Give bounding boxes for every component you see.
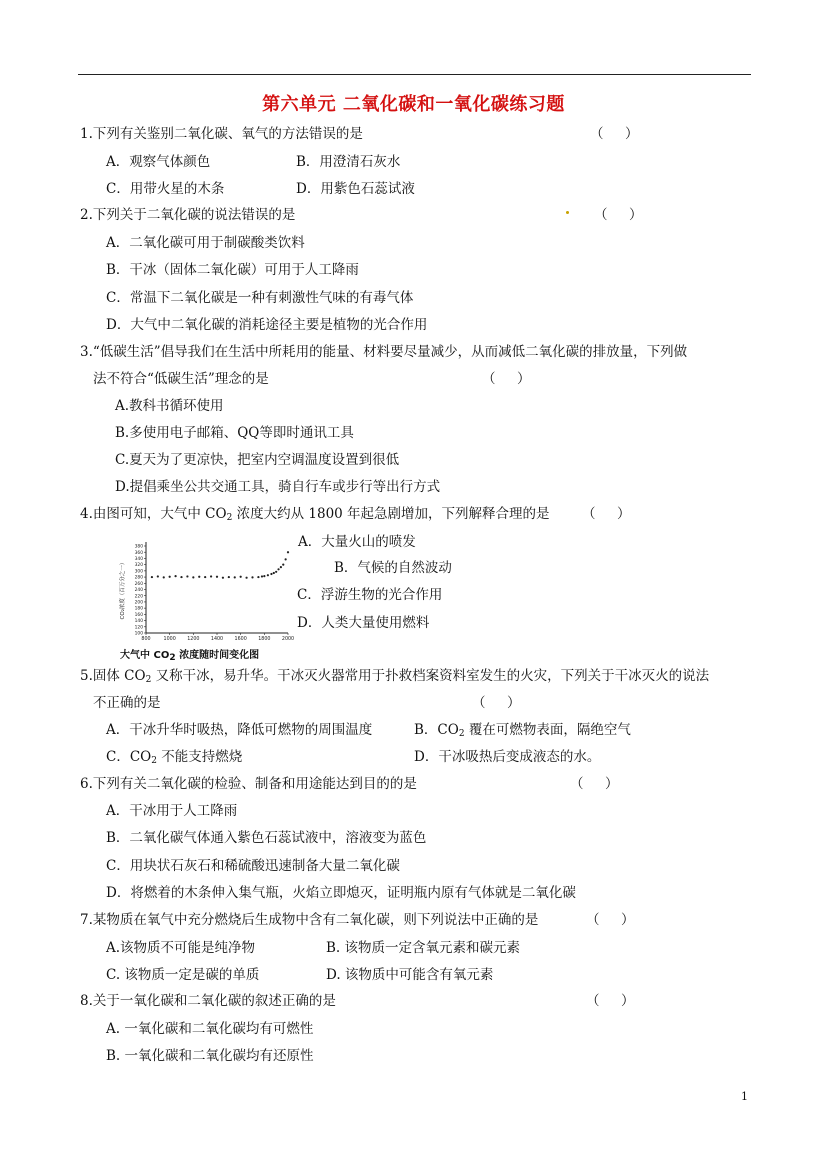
chart-data-point xyxy=(174,575,176,577)
chart-y-tick-label: 280 xyxy=(134,575,143,581)
question-3-option-c: C.夏天为了更凉快，把室内空调温度设置到很低 xyxy=(115,452,400,468)
chart-data-point xyxy=(277,568,279,570)
chart-y-tick-label: 120 xyxy=(134,625,143,631)
question-6-option-b: B．二氧化碳气体通入紫色石蕊试液中，溶液变为蓝色 xyxy=(106,830,427,846)
chart-y-tick-label: 340 xyxy=(134,557,143,563)
page-title: 第六单元 二氧化碳和一氧化碳练习题 xyxy=(262,94,565,115)
question-1-option-a: A．观察气体颜色 xyxy=(106,154,211,170)
question-4-option-a: A．大量火山的喷发 xyxy=(298,534,416,550)
chart-data-point xyxy=(267,574,269,576)
chart-data-point xyxy=(273,572,275,574)
question-2-stem: 2.下列关于二氧化碳的说法错误的是 xyxy=(80,207,296,223)
chart-data-point xyxy=(180,576,182,578)
question-5-option-a: A．干冰升华时吸热，降低可燃物的周围温度 xyxy=(106,722,373,738)
chart-y-tick-label: 160 xyxy=(134,612,143,618)
co2-concentration-chart xyxy=(116,536,294,662)
chart-data-point xyxy=(234,576,236,578)
chart-x-tick-label: 1000 xyxy=(163,637,176,642)
chart-data-point xyxy=(216,576,218,578)
chart-data-point xyxy=(275,571,277,573)
chart-data-point xyxy=(240,576,242,578)
question-8-stem: 8.关于一氧化碳和二氧化碳的叙述正确的是 xyxy=(80,993,336,1009)
chart-data-point xyxy=(210,575,212,577)
chart-data-point xyxy=(285,558,287,560)
chart-x-tick-label: 800 xyxy=(141,637,151,642)
chart-data-point xyxy=(192,576,194,578)
question-3-stem: 3.“低碳生活”倡导我们在生活中所耗用的能量、材料要尽量减少，从而减低二氧化碳的排放量，下列做 xyxy=(80,344,688,360)
page-number: 1 xyxy=(741,1090,748,1103)
chart-y-tick-label: 200 xyxy=(134,600,143,606)
chart-data-point xyxy=(245,577,247,579)
question-5-option-c: C．$CO_2$ 不能支持燃烧 xyxy=(106,749,243,766)
chart-y-tick-label: 100 xyxy=(134,631,143,637)
chart-y-tick-label: 380 xyxy=(134,544,143,550)
chart-y-tick-label: 360 xyxy=(134,550,143,556)
chart-data-point xyxy=(169,576,171,578)
chart-x-tick-label: 1800 xyxy=(258,637,271,642)
question-4-option-c: C．浮游生物的光合作用 xyxy=(297,587,443,603)
chart-x-tick-label: 1600 xyxy=(234,637,247,642)
chart-data-point xyxy=(151,576,153,578)
chart-x-tick-label: 2000 xyxy=(281,637,294,642)
question-1-option-d: D．用紫色石蕊试液 xyxy=(296,181,415,197)
question-3-stem-continued: 法不符合“低碳生活”理念的是 xyxy=(93,371,269,387)
chart-data-point xyxy=(263,575,265,577)
chart-y-tick-label: 220 xyxy=(134,594,143,600)
chart-data-point xyxy=(270,573,272,575)
question-5-option-d: D．干冰吸热后变成液态的水。 xyxy=(414,749,601,765)
question-2-answer-blank: （ ） xyxy=(594,207,643,223)
question-8-answer-blank: （ ） xyxy=(586,993,635,1009)
chart-y-tick-label: 140 xyxy=(134,619,143,625)
question-5-stem-continued: 不正确的是 xyxy=(93,695,161,711)
chart-data-point xyxy=(204,576,206,578)
chart-data-point xyxy=(257,576,259,578)
question-7-stem: 7.某物质在氧气中充分燃烧后生成物中含有二氧化碳，则下列说法中正确的是 xyxy=(80,912,539,928)
chart-data-point xyxy=(280,566,282,568)
chart-y-tick-label: 260 xyxy=(134,581,143,587)
question-3-answer-blank: （ ） xyxy=(482,371,531,387)
chart-y-tick-label: 240 xyxy=(134,588,143,594)
question-8-option-a: A. 一氧化碳和二氧化碳均有可燃性 xyxy=(106,1021,314,1037)
question-3-option-b: B.多使用电子邮箱、QQ等即时通讯工具 xyxy=(115,425,354,441)
question-5-option-b: B．$CO_2$ 覆在可燃物表面，隔绝空气 xyxy=(414,722,631,739)
chart-data-point xyxy=(186,575,188,577)
question-1-stem: 1.下列有关鉴别二氧化碳、氧气的方法错误的是 xyxy=(80,126,363,142)
question-6-option-d: D．将燃着的木条伸入集气瓶，火焰立即熄灭，证明瓶内原有气体就是二氧化碳 xyxy=(106,885,576,901)
question-6-option-a: A．干冰用于人工降雨 xyxy=(106,803,238,819)
chart-data-point xyxy=(157,575,159,577)
question-7-option-b: B. 该物质一定含氧元素和碳元素 xyxy=(326,940,521,956)
chart-data-point xyxy=(163,576,165,578)
header-rule xyxy=(78,74,751,75)
question-2-option-b: B．干冰（固体二氧化碳）可用于人工降雨 xyxy=(106,262,359,278)
chart-data-point xyxy=(228,576,230,578)
question-4-option-d: D．人类大量使用燃料 xyxy=(297,615,430,631)
chart-y-label: CO₂浓度（百万分之一） xyxy=(120,559,126,620)
chart-y-tick-label: 180 xyxy=(134,606,143,612)
chart-y-tick-label: 320 xyxy=(134,563,143,569)
question-4-option-b: B．气候的自然波动 xyxy=(334,560,452,576)
question-2-option-c: C．常温下二氧化碳是一种有刺激性气味的有毒气体 xyxy=(106,290,414,306)
chart-x-tick-label: 1400 xyxy=(210,637,224,642)
chart-x-tick-label: 1200 xyxy=(187,637,200,642)
question-5-answer-blank: （ ） xyxy=(472,695,521,711)
question-6-answer-blank: （ ） xyxy=(570,776,619,792)
chart-caption: 大气中 $CO_2$ 浓度随时间变化图 xyxy=(120,650,260,663)
chart-data-point xyxy=(282,564,284,566)
question-6-stem: 6.下列有关二氧化碳的检验、制备和用途能达到目的的是 xyxy=(80,776,417,792)
question-7-option-a: A.该物质不可能是纯净物 xyxy=(106,940,256,956)
question-7-option-c: C. 该物质一定是碳的单质 xyxy=(106,967,260,983)
question-4-answer-blank: （ ） xyxy=(582,506,631,522)
question-5-stem: 5.固体 $CO_2$ 又称干冰，易升华。干冰灭火器常用于扑救档案资料室发生的火灾，下列关于干冰灭火的说法 xyxy=(80,668,710,685)
question-1-option-c: C．用带火星的木条 xyxy=(106,181,225,197)
question-3-option-d: D.提倡乘坐公共交通工具，骑自行车或步行等出行方式 xyxy=(115,479,441,495)
question-1-option-b: B．用澄清石灰水 xyxy=(296,154,401,170)
chart-data-point xyxy=(198,576,200,578)
question-7-answer-blank: （ ） xyxy=(586,912,635,928)
stray-mark xyxy=(566,211,569,214)
question-7-option-d: D. 该物质中可能含有氧元素 xyxy=(326,967,494,983)
chart-data-point xyxy=(287,551,289,553)
chart-data-point xyxy=(261,575,263,577)
question-4-stem: 4.由图可知，大气中 $CO_2$ 浓度大约从 1800 年起急剧增加，下列解释合理的是 xyxy=(80,506,550,523)
question-2-option-a: A．二氧化碳可用于制碳酸类饮料 xyxy=(106,235,305,251)
question-8-option-b: B. 一氧化碳和二氧化碳均有还原性 xyxy=(106,1048,314,1064)
chart-y-tick-label: 300 xyxy=(134,569,143,575)
question-2-option-d: D．大气中二氧化碳的消耗途径主要是植物的光合作用 xyxy=(106,317,428,333)
question-6-option-c: C．用块状石灰石和稀硫酸迅速制备大量二氧化碳 xyxy=(106,858,400,874)
question-1-answer-blank: （ ） xyxy=(590,126,639,142)
question-3-option-a: A.教科书循环使用 xyxy=(115,398,224,414)
chart-data-point xyxy=(222,577,224,579)
chart-data-point xyxy=(251,576,253,578)
